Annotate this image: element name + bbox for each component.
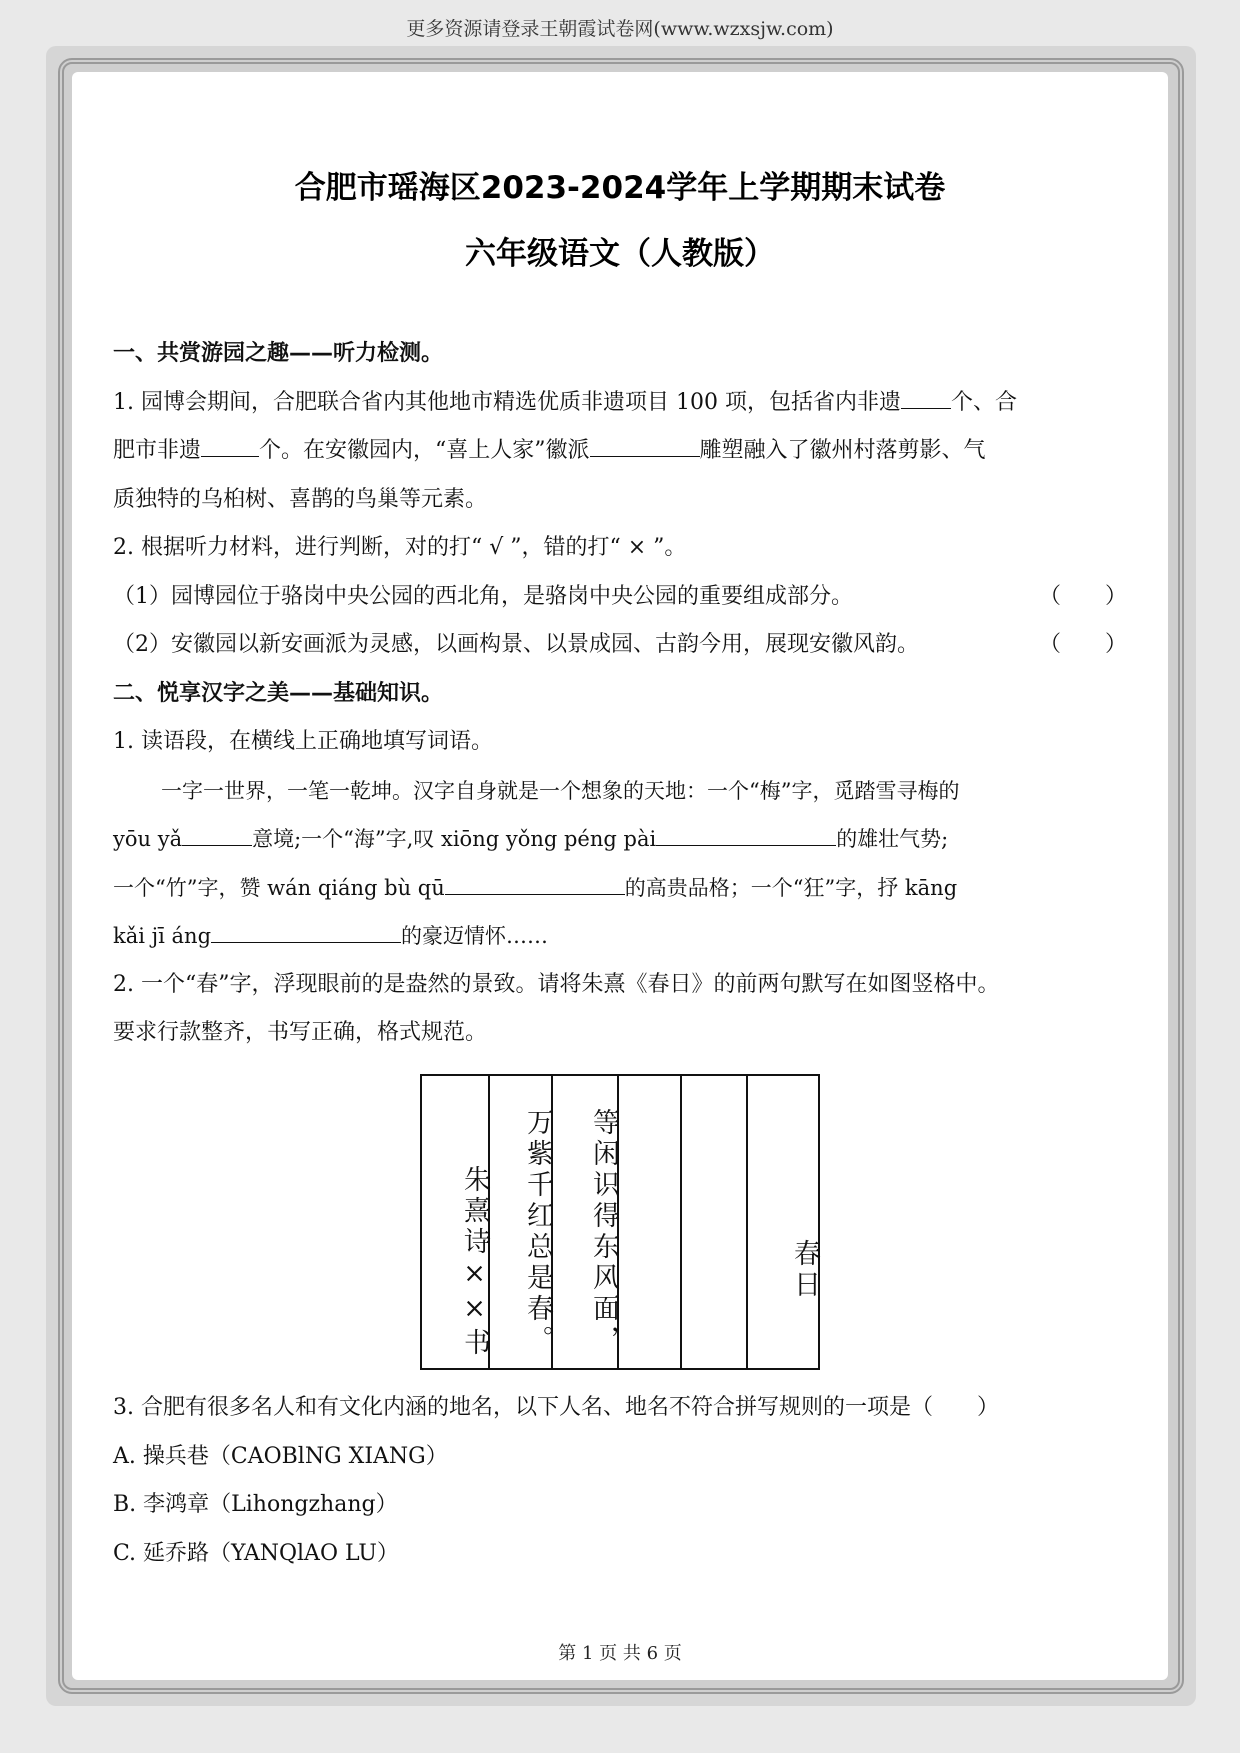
s1-q2-item1 bbox=[113, 573, 1127, 622]
s2-q1-passage-line4 bbox=[113, 912, 1127, 961]
judge-statement: （2）安徽园以新安画派为灵感，以画构景、以景成园、古韵今用，展现安徽风韵。 bbox=[113, 632, 919, 657]
s1-q1-line3: 质独特的乌桕树、喜鹊的鸟巢等元素。 bbox=[113, 486, 488, 512]
grid-column-blank[interactable] bbox=[682, 1076, 748, 1368]
answer-blank[interactable] bbox=[182, 819, 252, 846]
s2-q3-stem: 3. 合肥有很多名人和有文化内涵的地名，以下人名、地名不符合拼写规则的一项是（ ） bbox=[113, 1395, 999, 1420]
s2-q1-passage-line3 bbox=[113, 864, 1127, 913]
answer-blank[interactable] bbox=[201, 430, 259, 457]
answer-blank[interactable] bbox=[901, 382, 951, 409]
answer-parenthesis[interactable]: （ ） bbox=[1038, 632, 1127, 657]
grid-column-title: 春日 bbox=[789, 1239, 820, 1301]
grid-column-line2: 万紫千红总是春。 bbox=[490, 1076, 553, 1368]
exam-content bbox=[113, 330, 1127, 1058]
pinyin-text: yōu yǎ bbox=[113, 827, 183, 851]
s1-q2-item2 bbox=[113, 621, 1127, 670]
section1-heading: 一、共赏游园之趣——听力检测。 bbox=[113, 341, 444, 366]
answer-blank[interactable] bbox=[211, 916, 401, 943]
s1-q1-text: 个、合 bbox=[950, 389, 1017, 415]
passage-text: 的雄壮气势; bbox=[836, 827, 949, 851]
answer-parenthesis[interactable]: （ ） bbox=[1038, 583, 1127, 609]
s1-q1-text: 个。在安徽园内，“喜上人家”徽派 bbox=[259, 438, 590, 463]
passage-text: 一个“竹”字，赞 wán qiáng bù qū bbox=[113, 875, 445, 900]
answer-blank[interactable] bbox=[590, 430, 700, 457]
s2-q2-line2: 要求行款整齐，书写正确，格式规范。 bbox=[113, 1020, 488, 1045]
answer-blank[interactable] bbox=[656, 819, 836, 846]
passage-text: 的豪迈情怀…… bbox=[401, 924, 549, 948]
page-number: 第 1 页 共 6 页 bbox=[558, 1643, 682, 1664]
grid-column-signature: 朱熹诗××书 bbox=[422, 1076, 490, 1368]
s1-q1-text: 1. 园博会期间，合肥联合省内其他地市精选优质非遗项目 100 项，包括省内非遗 bbox=[113, 389, 901, 415]
s2-q1-passage-line1: 一字一世界，一笔一乾坤。汉字自身就是一个想象的天地：一个“梅”字，觅踏雪寻梅的 bbox=[161, 778, 960, 803]
s2-q2-line1: 2. 一个“春”字，浮现眼前的是盎然的景致。请将朱熹《春日》的前两句默写在如图竖格中。 bbox=[113, 971, 1000, 997]
s1-q1-line1 bbox=[113, 379, 1127, 428]
passage-text: 意境;一个“海”字,叹 xiōng yǒng péng pài bbox=[252, 827, 657, 851]
option-a[interactable]: A. 操兵巷（CAOBlNG XIANG） bbox=[113, 1443, 448, 1469]
grid-column-blank[interactable] bbox=[619, 1076, 682, 1368]
option-c[interactable]: C. 延乔路（YANQlAO LU） bbox=[113, 1540, 399, 1566]
pinyin-text: kǎi jī áng bbox=[113, 924, 212, 948]
s2-q1-stem: 1. 读语段，在横线上正确地填写词语。 bbox=[113, 729, 493, 754]
source-banner: 更多资源请登录王朝霞试卷网(www.wzxsjw.com) bbox=[406, 18, 834, 40]
section2-heading: 二、悦享汉字之美——基础知识。 bbox=[113, 680, 444, 706]
s1-q1-text: 雕塑融入了徽州村落剪影、气 bbox=[699, 438, 986, 463]
judge-statement: （1）园博园位于骆岗中央公园的西北角，是骆岗中央公园的重要组成部分。 bbox=[113, 583, 853, 609]
s1-q2-stem: 2. 根据听力材料，进行判断，对的打“ √ ”，错的打“ × ”。 bbox=[113, 535, 687, 560]
grid-column-line1: 等闲识得东风面， bbox=[553, 1076, 619, 1368]
s1-q1-text: 肥市非遗 bbox=[113, 438, 202, 463]
answer-blank[interactable] bbox=[445, 868, 625, 895]
exam-title: 合肥市瑶海区2023-2024学年上学期期末试卷 bbox=[294, 170, 946, 206]
exam-subtitle: 六年级语文（人教版） bbox=[465, 236, 775, 272]
passage-text: 的高贵品格；一个“狂”字，抒 kāng bbox=[624, 875, 958, 900]
s2-q1-passage-line2 bbox=[113, 815, 1127, 864]
s1-q1-line2 bbox=[113, 427, 1127, 476]
option-b[interactable]: B. 李鸿章（Lihongzhang） bbox=[113, 1492, 398, 1517]
poem-writing-grid bbox=[420, 1074, 820, 1370]
s2-q3-block bbox=[113, 1384, 1127, 1578]
